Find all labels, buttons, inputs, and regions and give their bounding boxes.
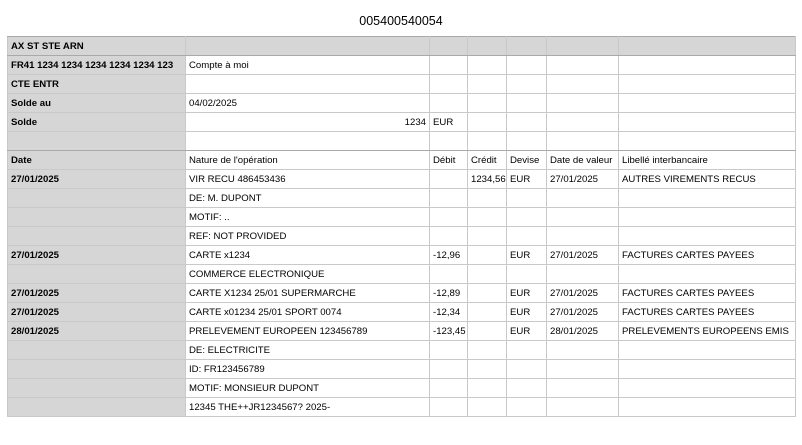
cell-nature: MOTIF: MONSIEUR DUPONT: [186, 379, 430, 398]
cell-value-date: 27/01/2025: [547, 284, 619, 303]
cell-value-date: [547, 341, 619, 360]
cell-date: [8, 341, 186, 360]
cell-currency: [507, 265, 547, 284]
cell-date: [8, 360, 186, 379]
cell-credit: [468, 246, 507, 265]
cell-date: 28/01/2025: [8, 322, 186, 341]
account-row: [8, 56, 796, 75]
cell-currency: [507, 189, 547, 208]
column-header-row: [8, 151, 796, 170]
cell-date: 27/01/2025: [8, 170, 186, 189]
cell-date: [8, 208, 186, 227]
cell-nature: CARTE x1234: [186, 246, 430, 265]
cell-label: FACTURES CARTES PAYEES: [619, 284, 796, 303]
cell-date: [8, 398, 186, 417]
cell-debit: [430, 398, 468, 417]
account-name: Compte à moi: [186, 56, 430, 75]
cell-date: [8, 265, 186, 284]
table-row: [8, 398, 796, 417]
cell-nature: CARTE X1234 25/01 SUPERMARCHE: [186, 284, 430, 303]
col-label: Libellé interbancaire: [619, 151, 796, 170]
table-row: [8, 322, 796, 341]
cell-debit: [430, 227, 468, 246]
cell-debit: [430, 265, 468, 284]
cell-nature: 12345 THE++JR1234567? 2025-: [186, 398, 430, 417]
cell-label: PRELEVEMENTS EUROPEENS EMIS: [619, 322, 796, 341]
cell-nature: DE: ELECTRICITE: [186, 341, 430, 360]
table-row: [8, 360, 796, 379]
cell-currency: [507, 360, 547, 379]
cell-debit: -12,96: [430, 246, 468, 265]
cell-date: 27/01/2025: [8, 303, 186, 322]
account-iban: FR41 1234 1234 1234 1234 1234 123: [8, 56, 186, 75]
cell-label: [619, 360, 796, 379]
balance-currency: EUR: [430, 113, 468, 132]
cell-currency: [507, 341, 547, 360]
cell-credit: [468, 284, 507, 303]
cell-debit: -123,45: [430, 322, 468, 341]
cell-debit: [430, 379, 468, 398]
cell-nature: ID: FR123456789: [186, 360, 430, 379]
header-row: [8, 37, 796, 56]
col-date: Date: [8, 151, 186, 170]
cell-label: FACTURES CARTES PAYEES: [619, 246, 796, 265]
col-credit: Crédit: [468, 151, 507, 170]
cell-nature: MOTIF: ..: [186, 208, 430, 227]
table-row: [8, 189, 796, 208]
cell-value-date: [547, 360, 619, 379]
cell-credit: [468, 189, 507, 208]
cell-debit: [430, 170, 468, 189]
col-debit: Débit: [430, 151, 468, 170]
cell-credit: 1234,56: [468, 170, 507, 189]
cell-nature: COMMERCE ELECTRONIQUE: [186, 265, 430, 284]
table-row: [8, 379, 796, 398]
table-row: [8, 303, 796, 322]
cell-currency: [507, 379, 547, 398]
balance-amount: 1234: [186, 113, 430, 132]
cell-value-date: 28/01/2025: [547, 322, 619, 341]
cell-label: [619, 265, 796, 284]
cell-label: [619, 227, 796, 246]
col-value-date: Date de valeur: [547, 151, 619, 170]
table-row: [8, 246, 796, 265]
cell-label: FACTURES CARTES PAYEES: [619, 303, 796, 322]
balance-date-row: [8, 94, 796, 113]
cell-date: 27/01/2025: [8, 284, 186, 303]
cell-currency: EUR: [507, 303, 547, 322]
cell-credit: [468, 227, 507, 246]
cell-currency: [507, 227, 547, 246]
table-row: [8, 284, 796, 303]
cell-date: [8, 189, 186, 208]
cell-value-date: [547, 227, 619, 246]
cell-debit: [430, 189, 468, 208]
cell-nature: DE: M. DUPONT: [186, 189, 430, 208]
table-row: [8, 341, 796, 360]
cell-value-date: [547, 265, 619, 284]
col-nature: Nature de l'opération: [186, 151, 430, 170]
cell-currency: EUR: [507, 322, 547, 341]
cell-value-date: 27/01/2025: [547, 303, 619, 322]
statement-title: 005400540054: [359, 14, 443, 28]
cell-label: [619, 208, 796, 227]
cell-date: 27/01/2025: [8, 246, 186, 265]
col-currency: Devise: [507, 151, 547, 170]
cell-credit: [468, 208, 507, 227]
table-row: [8, 208, 796, 227]
balance-date-value: 04/02/2025: [186, 94, 430, 113]
cell-nature: VIR RECU 486453436: [186, 170, 430, 189]
account-type-row: [8, 75, 796, 94]
cell-debit: -12,89: [430, 284, 468, 303]
cell-label: [619, 189, 796, 208]
cell-currency: EUR: [507, 170, 547, 189]
table-row: [8, 170, 796, 189]
cell-nature: PRELEVEMENT EUROPEEN 123456789: [186, 322, 430, 341]
cell-label: [619, 341, 796, 360]
account-type: CTE ENTR: [8, 75, 186, 94]
cell-currency: EUR: [507, 284, 547, 303]
cell-credit: [468, 341, 507, 360]
table-row: [8, 227, 796, 246]
cell-nature: REF: NOT PROVIDED: [186, 227, 430, 246]
cell-credit: [468, 303, 507, 322]
cell-date: [8, 227, 186, 246]
cell-label: [619, 379, 796, 398]
balance-date-label: Solde au: [8, 94, 186, 113]
cell-credit: [468, 379, 507, 398]
cell-debit: [430, 360, 468, 379]
cell-credit: [468, 398, 507, 417]
cell-value-date: 27/01/2025: [547, 246, 619, 265]
balance-label: Solde: [8, 113, 186, 132]
cell-nature: CARTE x01234 25/01 SPORT 0074: [186, 303, 430, 322]
cell-credit: [468, 322, 507, 341]
cell-credit: [468, 360, 507, 379]
cell-value-date: [547, 398, 619, 417]
cell-debit: -12,34: [430, 303, 468, 322]
table-row: [8, 265, 796, 284]
cell-date: [8, 379, 186, 398]
cell-value-date: [547, 189, 619, 208]
spacer-row: [8, 132, 796, 151]
statement-table: [7, 36, 796, 417]
cell-debit: [430, 341, 468, 360]
balance-row: [8, 113, 796, 132]
cell-currency: [507, 398, 547, 417]
cell-value-date: [547, 379, 619, 398]
cell-debit: [430, 208, 468, 227]
header-label: AX ST STE ARN: [8, 37, 186, 56]
cell-credit: [468, 265, 507, 284]
cell-value-date: [547, 208, 619, 227]
cell-currency: [507, 208, 547, 227]
cell-value-date: 27/01/2025: [547, 170, 619, 189]
cell-label: AUTRES VIREMENTS RECUS: [619, 170, 796, 189]
cell-label: [619, 398, 796, 417]
cell-currency: EUR: [507, 246, 547, 265]
